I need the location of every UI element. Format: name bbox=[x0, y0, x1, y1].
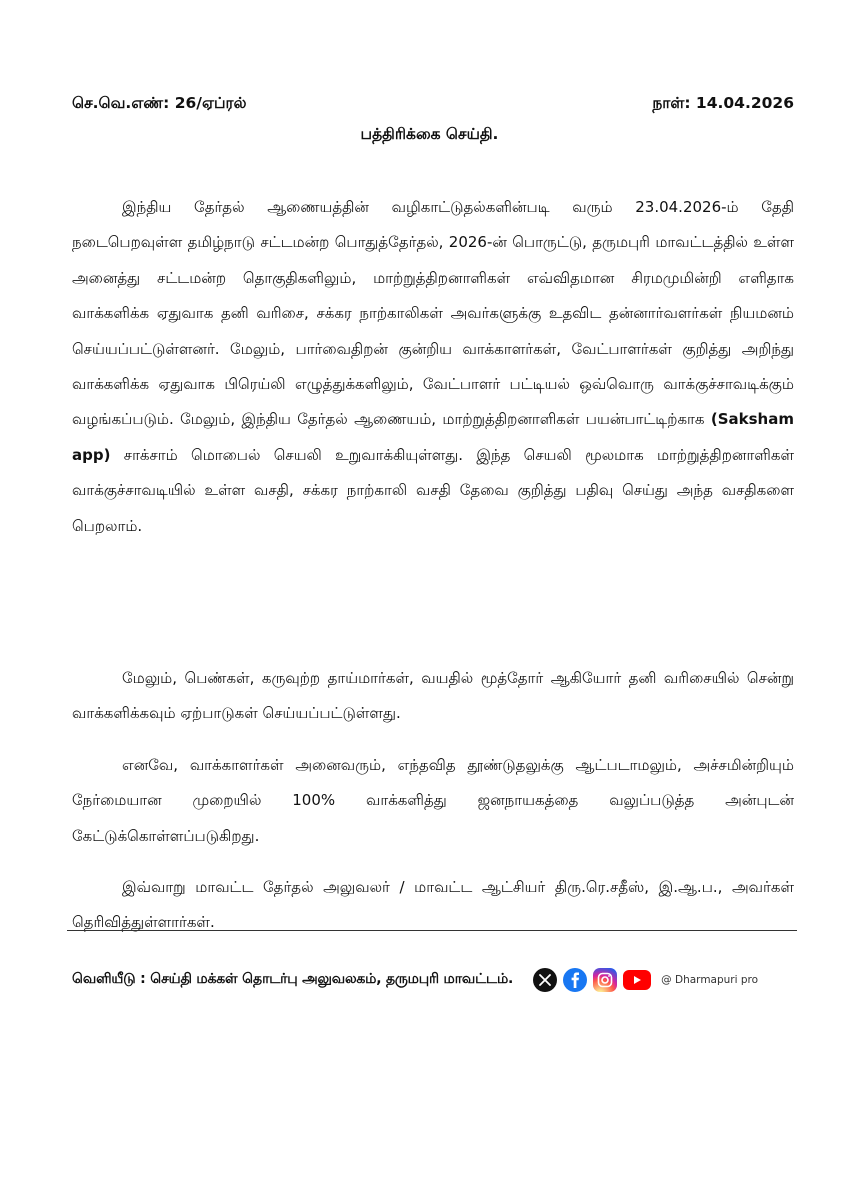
reference-number: செ.வெ.எண்: 26/ஏப்ரல் bbox=[72, 94, 247, 112]
social-handle: @ Dharmapuri pro bbox=[661, 974, 759, 986]
paragraph-1-text: இந்திய தேர்தல் ஆணையத்தின் வழிகாட்டுதல்களின்படி வரும் 23.04.2026-ம் தேதி நடைபெறவுள்ள தமிழ்நாடு சட்டமன்ற பொதுத்தேர்தல், 2026-ன் பொருட்டு, தருமபுரி மாவட்டத்தில் உள்ள அனைத்து சட்டமன்ற தொகுதிகளிலும், மாற்றுத்திறனாளிகள் எவ்விதமான சிரமமுமின்றி எளிதாக வாக்களிக்க ஏதுவாக தனி வரிசை, சக்கர நாற்காலிகள் அவர்களுக்கு உதவிட தன்னார்வளர்கள் நியமனம் செய்யப்பட்டுள்ளனர். மேலும், பார்வைதிறன் குன்றிய வாக்காளர்கள், வேட்பாளர்கள் குறித்து அறிந்து வாக்களிக்க ஏதுவாக பிரெய்லி எழுத்துக்களிலும், வேட்பாளர் பட்டியல் ஒவ்வொரு வாக்குச்சாவடிக்கும் வழங்கப்படும். மேலும், இந்திய தேர்தல் ஆணையம், மாற்றுத்திறனாளிகள் பயன்பாட்டிற்காக bbox=[72, 198, 794, 429]
release-date: நாள்: 14.04.2026 bbox=[652, 94, 794, 112]
divider bbox=[67, 930, 797, 931]
instagram-icon[interactable] bbox=[593, 968, 617, 992]
paragraph-3: எனவே, வாக்காளர்கள் அனைவரும், எந்தவித தூண்டுதலுக்கு ஆட்படாமலும், அச்சமின்றியும் நேர்மையான முறையில் 100% வாக்களித்து ஜனநாயகத்தை வலுப்படுத்த அன்புடன் கேட்டுக்கொள்ளப்படுகிறது. bbox=[72, 756, 794, 845]
header-row bbox=[72, 92, 794, 114]
paragraph-1 bbox=[72, 190, 794, 544]
paragraph-1-text-end: சாக்சாம் மொபைல் செயலி உறுவாக்கியுள்ளது. இந்த செயலி மூலமாக மாற்றுத்திறனாளிகள் வாக்குச்சாவடியில் உள்ள வசதி, சக்கர நாற்காலி வசதி தேவை குறித்து பதிவு செய்து அந்த வசதிகளை பெறலாம். bbox=[72, 445, 794, 535]
youtube-icon[interactable] bbox=[623, 970, 651, 990]
paragraph-2: மேலும், பெண்கள், கருவுற்ற தாய்மார்கள், வயதில் மூத்தோர் ஆகியோர் தனி வரிசையில் சென்று வாக்களிக்கவும் ஏற்பாடுகள் செய்யப்பட்டுள்ளது. bbox=[72, 669, 794, 723]
publisher-line: வெளியீடு : செய்தி மக்கள் தொடர்பு அலுவலகம், தருமபுரி மாவட்டம். bbox=[72, 971, 514, 987]
page-title: பத்திரிக்கை செய்தி. bbox=[360, 125, 499, 143]
social-links bbox=[533, 968, 758, 992]
facebook-icon[interactable] bbox=[563, 968, 587, 992]
paragraph-4: இவ்வாறு மாவட்ட தேர்தல் அலுவலர் / மாவட்ட ஆட்சியர் திரு.ரெ.சதீஸ், இ.ஆ.ப., அவர்கள் தெரிவித்துள்ளார்கள். bbox=[72, 878, 794, 932]
app-name: (Saksham app) bbox=[72, 410, 794, 464]
footer bbox=[72, 960, 799, 1000]
x-icon[interactable] bbox=[533, 968, 557, 992]
